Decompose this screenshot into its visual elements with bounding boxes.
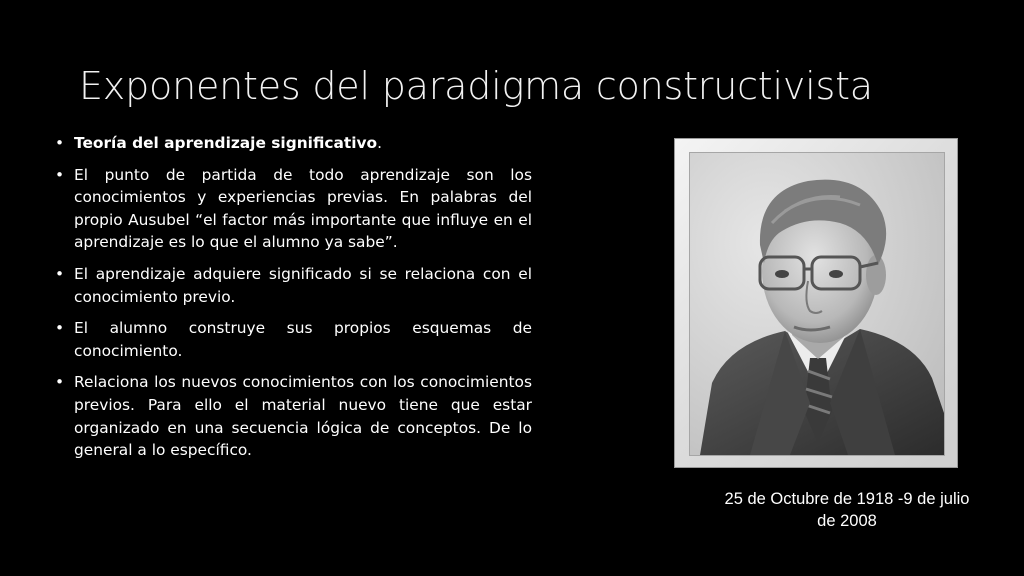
bullet-text: . [377,134,383,152]
bullet-marker: • [55,373,65,392]
bullet-item-2 [54,164,532,254]
portrait-frame [674,138,958,468]
bullet-marker: • [55,264,65,283]
slide-title: Exponentes del paradigma constructivista [79,64,873,108]
bullet-marker: • [55,319,65,338]
bullet-list [54,132,532,471]
caption-line-1: 25 de Octubre de 1918 -9 de julio [724,490,970,508]
bullet-bold-text: Teoría del aprendizaje significativo [74,134,378,152]
bullet-marker: • [55,165,65,184]
bullet-item-4 [54,317,532,362]
bullet-text: Relaciona los nuevos conocimientos con los conocimientos previos. Para ello el material nuevo tiene que estar organizado en una secuencia lógica de conceptos. De lo general a lo específico. [74,373,532,460]
bullet-item-3 [54,263,532,308]
caption-line-2: de 2008 [817,512,877,530]
bullet-text: El alumno construye sus propios esquemas de conocimiento. [74,319,532,360]
bullet-item-5 [54,371,532,461]
portrait-illustration [690,153,944,455]
bullet-item-1 [54,132,532,155]
bullet-marker: • [55,134,65,152]
portrait-photo [689,152,945,456]
portrait-caption [692,488,1002,532]
bullet-text: El punto de partida de todo aprendizaje son los conocimientos y experiencias previas. En palabras del propio Ausubel “el factor más importante que influye en el aprendizaje es lo que el alumno ya sabe”. [74,165,532,252]
bullet-text: El aprendizaje adquiere significado si se relaciona con el conocimiento previo. [74,264,532,306]
